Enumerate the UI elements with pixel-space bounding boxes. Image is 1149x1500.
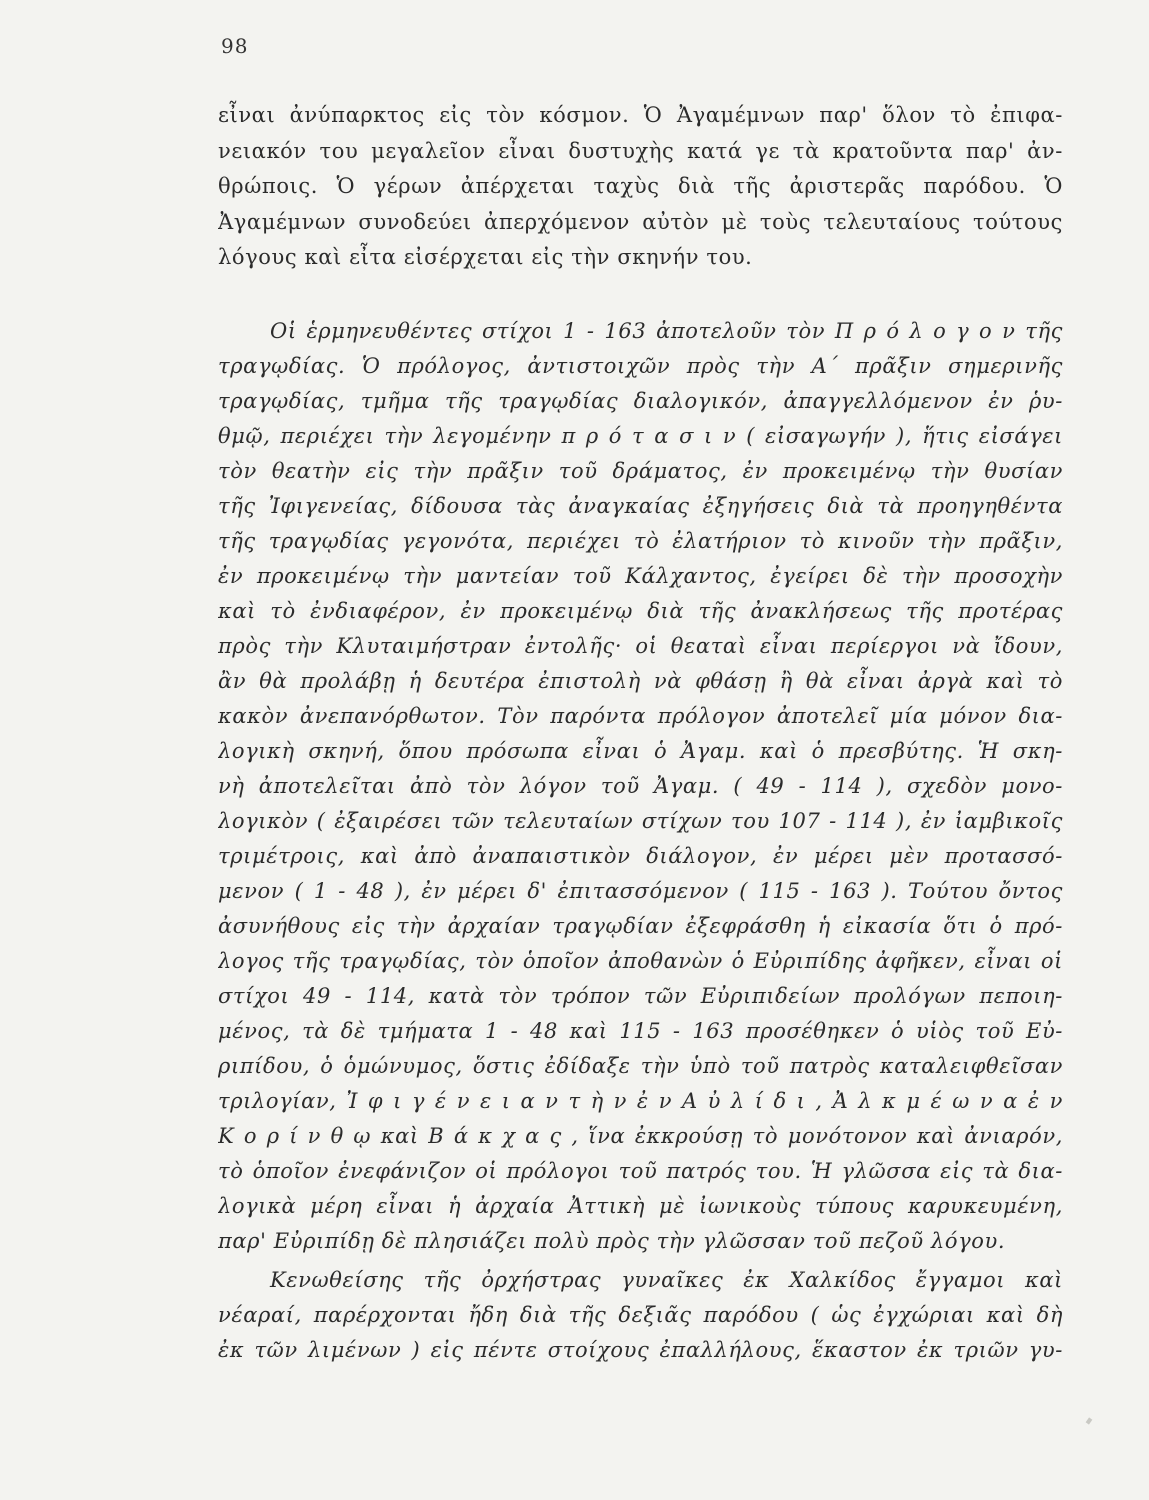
text-line: νέαραί, παρέρχονται ἤδη διὰ τῆς δεξιᾶς παρόδου ( ὡς ἐγχώριαι καὶ δὴ <box>218 1303 1063 1327</box>
scan-speck <box>1086 1417 1093 1424</box>
text-line: τριλογίαν, Ἰ φ ι γ έ ν ε ι α ν τ ὴ ν ἐ ν Α ὐ λ ί δ ι , Ἀ λ κ μ έ ω ν α ἐ ν <box>218 1089 1063 1113</box>
text-line: τῆς τραγῳδίας γεγονότα, περιέχει τὸ ἐλατήριον τὸ κινοῦν τὴν πρᾶξιν, <box>218 529 1063 553</box>
text-line: Οἱ ἑρμηνευθέντες στίχοι 1 - 163 ἀποτελοῦν τὸν Π ρ ό λ ο γ ο ν τῆς <box>270 319 1063 343</box>
text-line: νὴ ἀποτελεῖται ἀπὸ τὸν λόγον τοῦ Ἀγαμ. ( 49 - 114 ), σχεδὸν μονο- <box>218 774 1063 798</box>
text-line: τριμέτροις, καὶ ἀπὸ ἀναπαιστικὸν διάλογον, ἐν μέρει μὲν προτασσό- <box>218 844 1063 868</box>
text-line: τραγῳδίας. Ὁ πρόλογος, ἀντιστοιχῶν πρὸς τὴν Α΄ πρᾶξιν σημερινῆς <box>218 354 1063 378</box>
text-line: θρώποις. Ὁ γέρων ἀπέρχεται ταχὺς διὰ τῆς ἀριστερᾶς παρόδου. Ὁ <box>218 174 1063 199</box>
text-line: Κ ο ρ ί ν θ ῳ καὶ Β ά κ χ α ς , ἵνα ἐκκρούσῃ τὸ μονότονον καὶ ἀνιαρόν, <box>218 1124 1063 1148</box>
text-line: λογικὰ μέρη εἶναι ἡ ἀρχαία Ἀττικὴ μὲ ἰωνικοὺς τύπους καρυκευμένη, <box>218 1194 1063 1218</box>
text-line: τῆς Ἰφιγενείας, δίδουσα τὰς ἀναγκαίας ἐξηγήσεις διὰ τὰ προηγηθέντα <box>218 494 1063 518</box>
text-line: στίχοι 49 - 114, κατὰ τὸν τρόπον τῶν Εὐριπιδείων προλόγων πεποιη- <box>218 984 1063 1008</box>
text-line: μένος, τὰ δὲ τμήματα 1 - 48 καὶ 115 - 163 προσέθηκεν ὁ υἱὸς τοῦ Εὐ- <box>218 1019 1063 1043</box>
text-line: πρὸς τὴν Κλυταιμήστραν ἐντολῆς· οἱ θεαταὶ εἶναι περίεργοι νὰ ἴδουν, <box>218 634 1063 658</box>
text-line: καὶ τὸ ἐνδιαφέρον, ἐν προκειμένῳ διὰ τῆς ἀνακλήσεως τῆς προτέρας <box>218 599 1063 623</box>
text-line: τὸ ὁποῖον ἐνεφάνιζον οἱ πρόλογοι τοῦ πατρός του. Ἡ γλῶσσα εἰς τὰ δια- <box>218 1159 1063 1183</box>
text-line: εἶναι ἀνύπαρκτος εἰς τὸν κόσμον. Ὁ Ἀγαμέμνων παρ' ὅλον τὸ ἐπιφα- <box>218 103 1063 127</box>
text-line: μενον ( 1 - 48 ), ἐν μέρει δ' ἐπιτασσόμενον ( 115 - 163 ). Τούτου ὄντος <box>218 879 1063 903</box>
text-line: θμῷ, περιέχει τὴν λεγομένην π ρ ό τ α σ ι ν ( εἰσαγωγήν ), ἥτις εἰσάγει <box>218 424 1063 448</box>
text-line: τὸν θεατὴν εἰς τὴν πρᾶξιν τοῦ δράματος, ἐν προκειμένῳ τὴν θυσίαν <box>218 459 1063 483</box>
text-line: ἐκ τῶν λιμένων ) εἰς πέντε στοίχους ἐπαλλήλους, ἕκαστον ἐκ τριῶν γυ- <box>218 1338 1063 1362</box>
text-line: λογικὸν ( ἐξαιρέσει τῶν τελευταίων στίχων του 107 - 114 ), ἐν ἰαμβικοῖς <box>218 809 1063 833</box>
text-line: ἐν προκειμένῳ τὴν μαντείαν τοῦ Κάλχαντος, ἐγείρει δὲ τὴν προσοχὴν <box>218 564 1063 588</box>
page-number: 98 <box>221 34 249 58</box>
text-line: λογικὴ σκηνή, ὅπου πρόσωπα εἶναι ὁ Ἀγαμ. καὶ ὁ πρεσβύτης. Ἡ σκη- <box>218 739 1063 763</box>
text-line: λογος τῆς τραγῳδίας, τὸν ὁποῖον ἀποθανὼν ὁ Εὐριπίδης ἀφῆκεν, εἶναι οἱ <box>218 949 1063 973</box>
text-line: ριπίδου, ὁ ὁμώνυμος, ὅστις ἐδίδαξε τὴν ὑπὸ τοῦ πατρὸς καταλειφθεῖσαν <box>218 1054 1063 1078</box>
text-line: Ἀγαμέμνων συνοδεύει ἀπερχόμενον αὐτὸν μὲ τοὺς τελευταίους τούτους <box>218 209 1063 234</box>
text-line: παρ' Εὐριπίδῃ δὲ πλησιάζει πολὺ πρὸς τὴν γλῶσσαν τοῦ πεζοῦ λόγου. <box>218 1229 1006 1253</box>
text-line: ἂν θὰ προλάβῃ ἡ δευτέρα ἐπιστολὴ νὰ φθάσῃ ἢ θὰ εἶναι ἀργὰ καὶ τὸ <box>218 669 1063 693</box>
text-line: ἀσυνήθους εἰς τὴν ἀρχαίαν τραγῳδίαν ἐξεφράσθη ἡ εἰκασία ὅτι ὁ πρό- <box>218 914 1063 938</box>
text-line: τραγῳδίας, τμῆμα τῆς τραγῳδίας διαλογικόν, ἀπαγγελλόμενον ἐν ῥυ- <box>218 389 1063 413</box>
paragraph-1 <box>218 98 1063 276</box>
paragraph-2 <box>218 314 1063 1259</box>
text-line: Κενωθείσης τῆς ὀρχήστρας γυναῖκες ἐκ Χαλκίδος ἔγγαμοι καὶ <box>270 1268 1063 1292</box>
text-line: λόγους καὶ εἶτα εἰσέρχεται εἰς τὴν σκηνήν του. <box>218 245 753 270</box>
paragraph-3 <box>218 1263 1063 1368</box>
text-line: κακὸν ἀνεπανόρθωτον. Τὸν παρόντα πρόλογον ἀποτελεῖ μία μόνον δια- <box>218 704 1063 728</box>
text-line: νειακόν του μεγαλεῖον εἶναι δυστυχὴς κατά γε τὰ κρατοῦντα παρ' ἀν- <box>218 138 1063 163</box>
